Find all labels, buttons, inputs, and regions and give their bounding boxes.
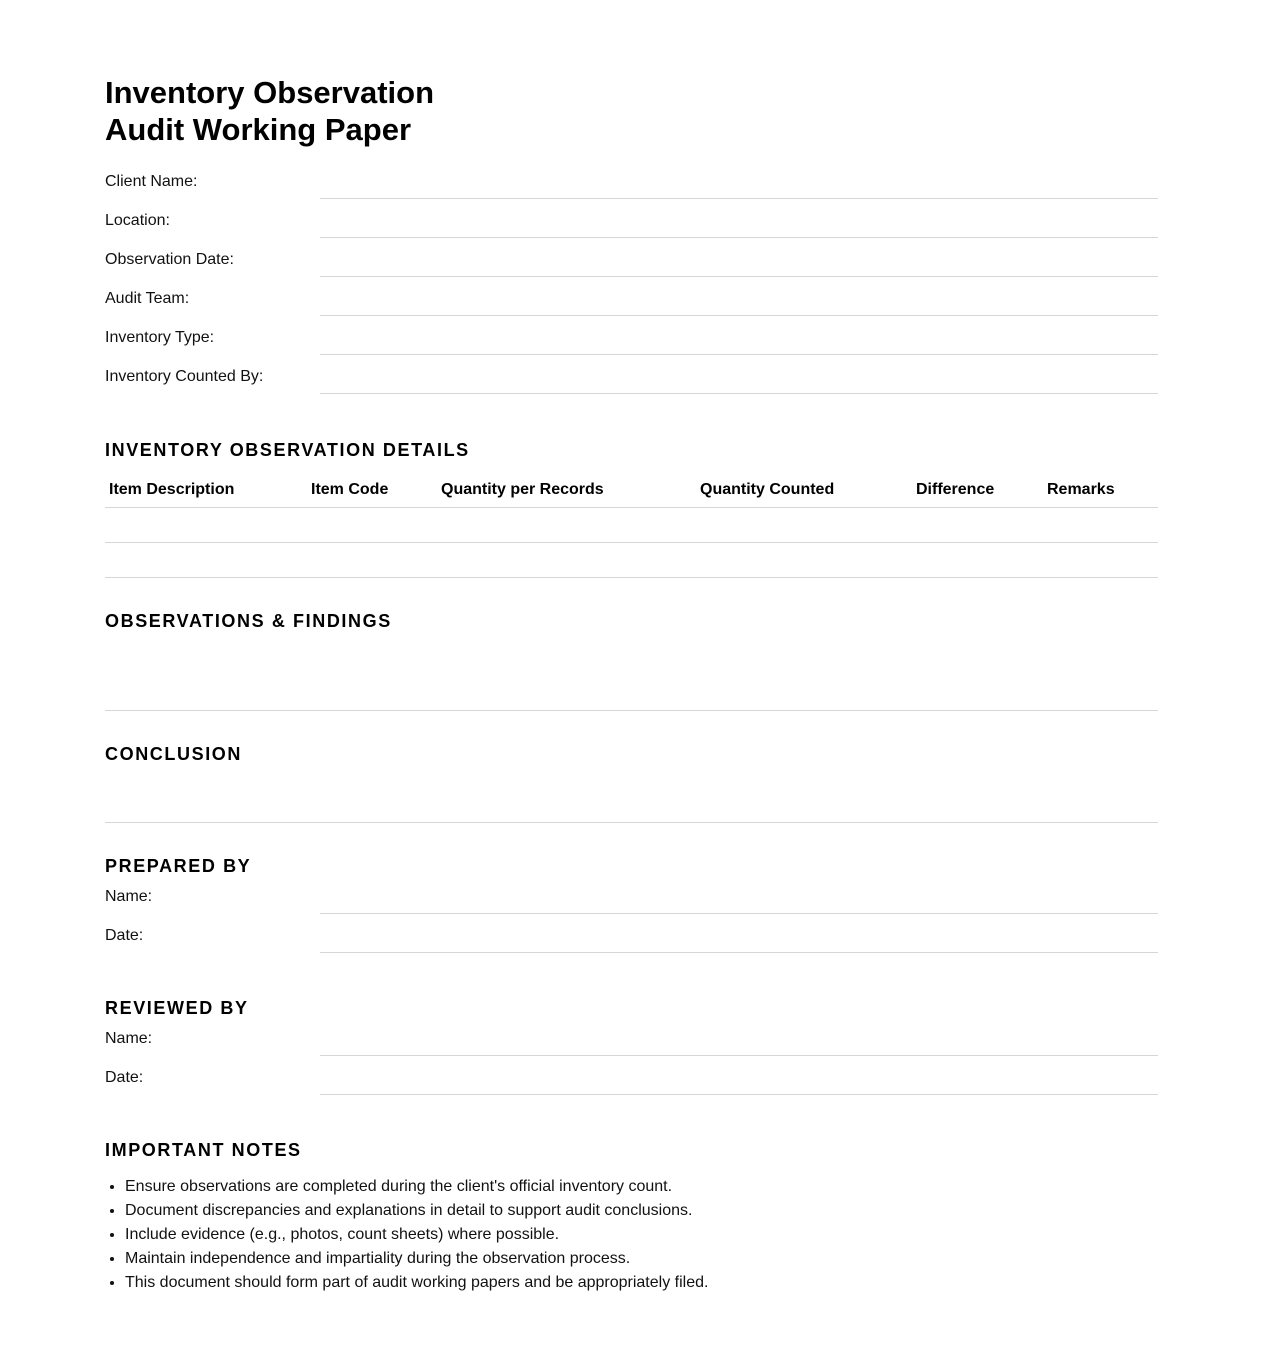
table-row[interactable] [105,508,1158,543]
inventory-counted-by-label: Inventory Counted By: [105,368,264,385]
field-row-prepared-name [105,887,1158,926]
working-paper [105,74,1158,1295]
conclusion-area[interactable] [105,765,1158,823]
col-difference: Difference [912,471,1043,508]
notes-heading: IMPORTANT NOTES [105,1140,302,1160]
table-cell[interactable] [912,508,1043,543]
prepared-by-heading: PREPARED BY [105,856,252,876]
notes-list [105,1175,1158,1295]
list-item: • Document discrepancies and explanations in detail to support audit conclusions. [125,1199,1158,1223]
field-row-prepared-date [105,926,1158,965]
table-cell[interactable] [307,508,437,543]
findings-area[interactable] [105,632,1158,711]
col-item-description: Item Description [105,471,307,508]
prepared-name-label: Name: [105,888,153,905]
title-line-1: Inventory Observation [105,75,435,110]
audit-team-label: Audit Team: [105,290,190,307]
list-item: • Include evidence (e.g., photos, count sheets) where possible. [125,1223,1158,1247]
table-cell[interactable] [912,543,1043,578]
client-fields [105,172,1158,406]
prepared-name-field[interactable] [320,887,1158,914]
client-name-label: Client Name: [105,173,198,190]
table-cell[interactable] [696,508,912,543]
conclusion-heading: CONCLUSION [105,744,242,764]
location-label: Location: [105,212,170,229]
details-heading: INVENTORY OBSERVATION DETAILS [105,440,470,460]
list-item: • This document should form part of audit working papers and be appropriately filed. [125,1271,1158,1295]
field-row-audit-team [105,289,1158,328]
title-line-2: Audit Working Paper [105,112,412,147]
col-quantity-counted: Quantity Counted [696,471,912,508]
inventory-type-label: Inventory Type: [105,329,215,346]
col-item-code: Item Code [307,471,437,508]
inventory-type-field[interactable] [320,328,1158,355]
table-cell[interactable] [1043,508,1158,543]
details-table [105,471,1158,578]
table-cell[interactable] [307,543,437,578]
field-row-client-name [105,172,1158,211]
prepared-by-fields [105,887,1158,965]
observation-date-field[interactable] [320,250,1158,277]
reviewed-name-label: Name: [105,1030,153,1047]
prepared-date-label: Date: [105,927,144,944]
field-row-observation-date [105,250,1158,289]
reviewed-name-field[interactable] [320,1029,1158,1056]
field-row-reviewed-name [105,1029,1158,1068]
col-remarks: Remarks [1043,471,1158,508]
table-row[interactable] [105,543,1158,578]
page-title [105,74,1158,148]
field-row-inventory-counted-by [105,367,1158,406]
table-cell[interactable] [105,508,307,543]
list-item: • Ensure observations are completed during the client's official inventory count. [125,1175,1158,1199]
inventory-counted-by-field[interactable] [320,367,1158,394]
reviewed-by-heading: REVIEWED BY [105,998,249,1018]
table-header-row [105,471,1158,508]
reviewed-by-fields [105,1029,1158,1107]
reviewed-date-field[interactable] [320,1068,1158,1095]
reviewed-date-label: Date: [105,1069,144,1086]
field-row-location [105,211,1158,250]
prepared-date-field[interactable] [320,926,1158,953]
table-cell[interactable] [105,543,307,578]
field-row-reviewed-date [105,1068,1158,1107]
col-quantity-per-records: Quantity per Records [437,471,696,508]
table-cell[interactable] [1043,543,1158,578]
client-name-field[interactable] [320,172,1158,199]
location-field[interactable] [320,211,1158,238]
findings-heading: OBSERVATIONS & FINDINGS [105,611,392,631]
list-item: • Maintain independence and impartiality during the observation process. [125,1247,1158,1271]
table-cell[interactable] [437,508,696,543]
observation-date-label: Observation Date: [105,251,234,268]
audit-team-field[interactable] [320,289,1158,316]
table-cell[interactable] [437,543,696,578]
table-cell[interactable] [696,543,912,578]
field-row-inventory-type [105,328,1158,367]
